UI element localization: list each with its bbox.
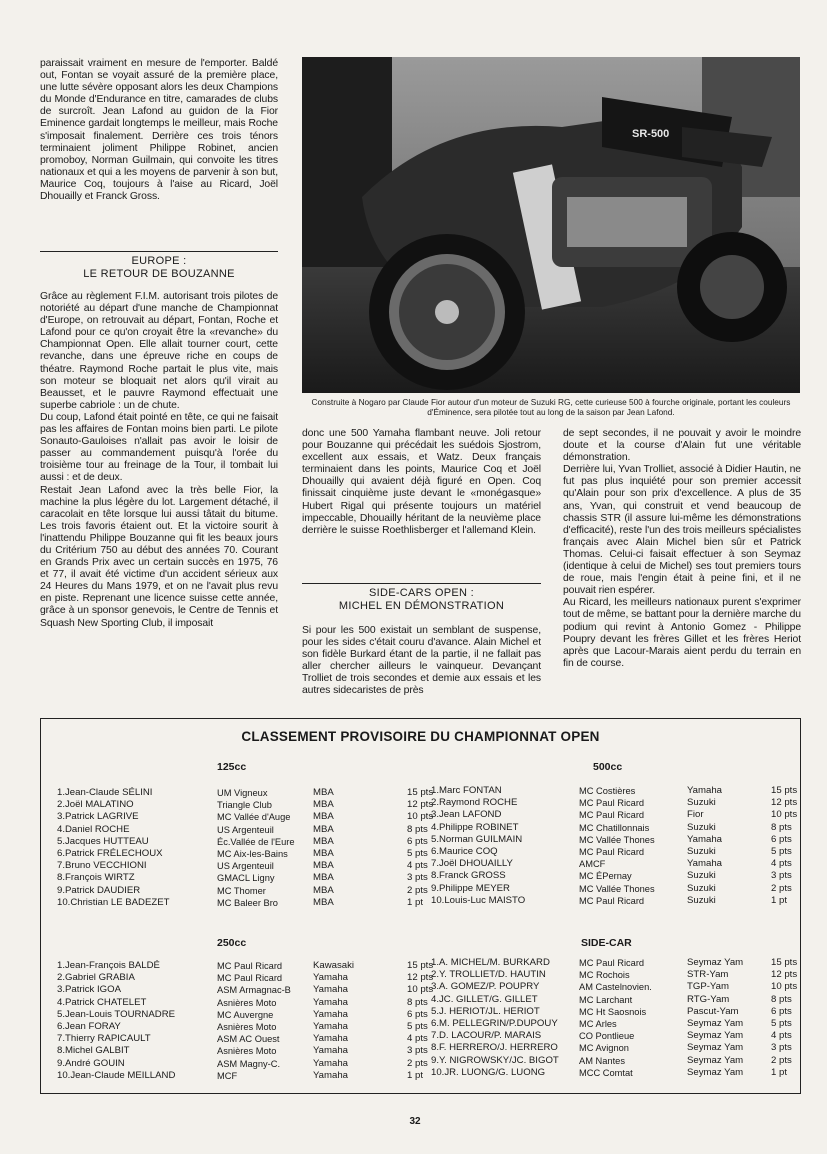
sidecar-heading-line-1: SIDE-CARS OPEN : [368, 587, 475, 599]
middle-paragraph-2: Si pour les 500 existait un semblant de suspense, pour les sides c'était couru d'avance. Alain Michel et son fidèle Burkard étant de la partie, il ne fallait pas aller chercher ailleurs le vainqueur. Devançant Trolliet de trois secondes et demie aux essais et les autres sidecaristes de près [302, 625, 541, 697]
team-name: MC Vallée d'Auge [217, 812, 291, 823]
table-500 [431, 785, 801, 907]
bike-make: Yamaha [313, 972, 349, 984]
results-table-box [40, 718, 801, 1094]
left-paragraph-1: paraissait vraiment en mesure de l'emporter. Baldé out, Fontan se voyait assuré de la première place, une lutte sévère opposant alors les deux Champions du Monde d'Endurance en titre, camarades de clubs de surcroît. Jean Lafond au guidon de la Fior Eminence gardait longtemps le meilleur, mais Roche s'imposait finalement. Derrière ces trois ténors terminaient joliment Philippe Robinet, ancien promoboy, Norman Guilmain, qui convoite les titres nationaux et qui a les moyens de parvenir à son but, Maurice Coq, toujours à l'aise au Ricard, Joël Dhouailly et Franck Gross. [40, 58, 278, 203]
table-row [57, 960, 434, 972]
table-row [57, 1020, 428, 1033]
rider-name: 1.Jean-Claude SÉLINI [57, 787, 153, 798]
table-row [431, 1006, 801, 1018]
table-row [431, 1018, 801, 1030]
rider-name: 9.Patrick DAUDIER [57, 884, 141, 896]
bike-make: Pascut-Yam [687, 1005, 739, 1017]
sidecar-heading-line-2: MICHEL EN DÉMONSTRATION [338, 600, 505, 612]
rider-name: 9.André GOUIN [57, 1057, 125, 1069]
bike-make: Yamaha [687, 858, 723, 870]
points: 2 pts [771, 1054, 792, 1066]
rider-name: 6.Patrick FRÉLECHOUX [57, 847, 163, 859]
team-name: GMACL Ligny [217, 873, 275, 884]
rider-name: 2.Y. TROLLIET/D. HAUTIN [431, 969, 546, 981]
team-name: AM Nantes [579, 1055, 625, 1066]
motorcycle-illustration [302, 57, 800, 393]
points: 12 pts [771, 797, 798, 809]
team-name: MC Rochois [579, 970, 630, 981]
results-title: CLASSEMENT PROVISOIRE DU CHAMPIONNAT OPEN [241, 729, 600, 744]
middle-column-lower [302, 625, 541, 698]
table-row [431, 1067, 801, 1079]
category-125-title: 125cc [217, 761, 247, 773]
team-name: ASM AC Ouest [217, 1034, 280, 1045]
bike-make: MBA [313, 835, 334, 847]
team-name: MC Paul Ricard [217, 961, 283, 971]
table-row [431, 969, 801, 981]
points: 10 pts [771, 981, 798, 993]
table-row [57, 1045, 428, 1057]
points: 3 pts [771, 1042, 792, 1054]
bike-make: TGP-Yam [687, 981, 729, 993]
table-row [57, 984, 434, 996]
bike-make: Yamaha [687, 785, 723, 796]
table-sidecar [431, 957, 801, 1079]
points: 8 pts [407, 823, 428, 835]
bike-make: Seymaz Yam [687, 957, 744, 968]
right-paragraph-1: de sept secondes, il ne pouvait y avoir le moindre doute et la course d'Alain fut une véritable démonstration. [563, 428, 801, 464]
rider-name: 10.Christian LE BADEZET [57, 896, 170, 908]
team-name: MC Chatillonnais [579, 822, 650, 833]
points: 3 pts [407, 1045, 428, 1057]
points: 8 pts [407, 996, 428, 1008]
points: 8 pts [771, 821, 792, 833]
rider-name: 4.Patrick CHATELET [57, 996, 147, 1008]
rider-name: 10.Jean-Claude MEILLAND [57, 1069, 176, 1081]
points: 2 pts [407, 884, 428, 896]
rider-name: 8.F. HERRERO/J. HERRERO [431, 1042, 558, 1054]
table-row [431, 994, 801, 1006]
table-row [57, 1069, 424, 1082]
points: 15 pts [771, 785, 798, 796]
table-row [57, 896, 424, 909]
team-name: MC Paul Ricard [579, 958, 645, 968]
motorcycle-photo [302, 57, 800, 393]
rider-name: 4.JC. GILLET/G. GILLET [431, 993, 538, 1005]
points: 5 pts [771, 1017, 792, 1029]
bike-make: MBA [313, 860, 334, 872]
rider-name: 3.A. GOMEZ/P. POUPRY [431, 981, 540, 993]
bike-make: Suzuki [687, 870, 716, 882]
rider-name: 6.Maurice COQ [431, 845, 498, 857]
bike-make: Seymaz Yam [687, 1066, 744, 1078]
bike-make: Kawasaki [313, 960, 355, 971]
points: 4 pts [771, 1030, 792, 1042]
table-row [431, 834, 801, 846]
rider-name: 6.Jean FORAY [57, 1020, 121, 1032]
rider-name: 1.Jean-François BALDÉ [57, 960, 160, 971]
table-row [57, 996, 428, 1009]
team-name: AM Castelnovien. [579, 982, 652, 993]
bike-make: Suzuki [687, 845, 716, 857]
europe-heading-line-2: LE RETOUR DE BOUZANNE [83, 268, 235, 280]
points: 6 pts [407, 1008, 428, 1020]
left-paragraph-2: Grâce au règlement F.I.M. autorisant trois pilotes de notoriété au départ d'une manche de Championnat d'Europe, on retrouvait au départ, Fontan, Roche et Lafond pour ce qu'on croyait être la «revanche» du Championnat Open. Elle allait tourner court, cette revanche, dans une épreuve riche en coups de théatre. Raymond Roche partait le plus vite, mais son moteur se bloquait net alors qu'il virait au Beausset, et le pauvre Raymond effectuait une superbe cabriole : un de chute. [40, 291, 278, 411]
team-name: Asnières Moto [217, 997, 277, 1008]
bike-make: MBA [313, 847, 334, 859]
team-name: AMCF [579, 859, 606, 870]
points: 1 pt [771, 1066, 788, 1078]
team-name: MC Vallée Thones [579, 834, 655, 845]
points: 2 pts [407, 1057, 428, 1069]
table-row [431, 822, 801, 834]
points: 4 pts [771, 858, 792, 870]
europe-heading-line-1: EUROPE : [131, 255, 187, 267]
table-row [431, 870, 801, 882]
bike-make: Yamaha [687, 833, 723, 845]
table-row [57, 972, 434, 984]
points: 10 pts [771, 809, 798, 821]
left-paragraph-4: Restait Jean Lafond avec la très belle Fior, la machine la plus légère du lot. Largement détaché, il caracolait en tête lorsque lui aussi tâtait du bitume. Les trois favoris étaient out. Et la victoire sourit à l'inattendu Philippe Bouzanne qui fit les beaux jours du Critérium 750 au début des années 70. Courant en Grands Prix avec un certain succès en 1975, 76 et 77, il avait été victime d'un accident sérieux aux 24 Heures du Mans 1979, et on ne l'avait plus revu en piste. Reprenant une licence suisse cette année, grâce à un sponsor genevois, le Centre de Tennis et Squash New Sporting Club, il imposait [40, 484, 278, 629]
table-row [431, 1055, 801, 1067]
table-row [57, 872, 428, 884]
bike-make: Yamaha [313, 1069, 349, 1081]
table-row [431, 846, 801, 858]
points: 15 pts [407, 960, 434, 971]
team-name: MC Baleer Bro [217, 897, 278, 908]
middle-column [302, 428, 541, 537]
table-row [431, 883, 801, 895]
points: 1 pt [407, 1069, 424, 1081]
bike-make: Seymaz Yam [687, 1017, 744, 1029]
points: 5 pts [407, 847, 428, 859]
points: 3 pts [771, 870, 792, 882]
points: 1 pt [407, 896, 424, 908]
page-number: 32 [409, 1116, 421, 1127]
bike-make: Suzuki [687, 882, 716, 894]
team-name: UM Vigneux [217, 788, 268, 798]
team-name: CO Pontlieue [579, 1031, 635, 1042]
bike-make: Yamaha [313, 1057, 349, 1069]
team-name: MC Aix-les-Bains [217, 848, 288, 859]
middle-paragraph-1: donc une 500 Yamaha flambant neuve. Joli retour pour Bouzanne qui précédait les suédois Sjostrom, excellent aux essais, et Watz. Deux français terminaient dans les points, Maurice Coq et Joël Dhouailly qui avaient déjà figuré en Open. Coq finissait cinquième juste devant le «monégasque» Hubert Rigal qui présente toujours un matériel impeccable, Dhouailly héritant de la neuvième place derrière le suisse Roethlisberger et l'allemand Klein. [302, 428, 541, 536]
team-name: MC Arles [579, 1018, 617, 1029]
bike-make: Yamaha [313, 1033, 349, 1045]
rider-name: 9.Y. NIGROWSKY/JC. BIGOT [431, 1054, 559, 1066]
points: 15 pts [407, 787, 434, 798]
table-row [431, 858, 801, 870]
bike-make: MBA [313, 872, 334, 884]
team-name: US Argenteuil [217, 861, 274, 872]
bike-make: Fior [687, 809, 704, 821]
team-name: MC Vallée Thones [579, 883, 655, 894]
points: 12 pts [407, 799, 434, 811]
category-250-title: 250cc [217, 937, 247, 949]
bike-make: MBA [313, 787, 334, 798]
table-125 [57, 787, 434, 909]
rider-name: 5.J. HERIOT/JL. HERIOT [431, 1005, 540, 1017]
team-name: MCF [217, 1070, 238, 1081]
team-name: MC Paul Ricard [579, 846, 645, 857]
rider-name: 9.Philippe MEYER [431, 882, 510, 894]
rider-name: 4.Philippe ROBINET [431, 821, 519, 833]
heading-rule [40, 251, 278, 252]
team-name: MC Ht Saosnois [579, 1006, 647, 1017]
points: 5 pts [771, 845, 792, 857]
bike-make: Yamaha [313, 996, 349, 1008]
rider-name: 5.Jean-Louis TOURNADRE [57, 1008, 176, 1020]
table-row [431, 957, 801, 969]
bike-make: Yamaha [313, 1008, 349, 1020]
points: 12 pts [407, 972, 434, 984]
team-name: MC Paul Ricard [579, 798, 645, 809]
team-name: MCC Comtat [579, 1067, 633, 1078]
team-name: Triangle Club [217, 800, 272, 811]
points: 4 pts [407, 1033, 428, 1045]
table-row [431, 981, 801, 993]
rider-name: 7.Thierry RAPICAULT [57, 1033, 151, 1045]
team-name: Asnières Moto [217, 1021, 277, 1032]
photo-caption: Construite à Nogaro par Claude Fior autour d'un moteur de Suzuki RG, cette curieuse 500 à fourche originale, portant les couleurs d'Éminence, sera pilotée tout au long de la saison par Jean Lafond. [311, 397, 791, 417]
rider-name: 3.Patrick IGOA [57, 984, 121, 996]
table-row [431, 1030, 801, 1042]
rider-name: 4.Daniel ROCHE [57, 823, 130, 835]
svg-text:SR-500: SR-500 [632, 128, 670, 140]
left-column-lower [40, 291, 278, 630]
left-paragraph-3: Du coup, Lafond était pointé en tête, ce qui ne faisait pas les affaires de Fontan moins bien parti. Le pilote Sonauto-Gauloises n'allait pas avoir le loisir de passer au commandement puisqu'à l'orée du troisième tour au freinage de la Tour, il tombait lui aussi : et de deux. [40, 411, 278, 484]
rider-name: 6.M. PELLEGRIN/P.DUPOUY [431, 1017, 558, 1029]
team-name: US Argenteuil [217, 824, 274, 835]
table-row [57, 835, 428, 848]
bike-make: Seymaz Yam [687, 1042, 744, 1054]
team-name: ASM Armagnac-B [217, 985, 291, 996]
points: 3 pts [407, 872, 428, 884]
team-name: MC Auvergne [217, 1009, 274, 1020]
team-name: MC Avignon [579, 1043, 629, 1054]
team-name: MC ÉPernay [579, 871, 632, 882]
right-paragraph-2: Derrière lui, Yvan Trolliet, associé à Didier Hautin, ne fut pas plus inquiété pour son premier accessit qu'Alain pour son prix d'excellence. A plus de 35 ans, Yvan, qui construit et vend beaucoup de chassis STR (il assure lui-même les démonstrations d'efficacité), reste l'un des trois meilleurs spécialistes français avec Alain Michel bien sûr et Patrick Thomas. Celui-ci faisait effectuer à son Seymaz (identique à celui de Michel) ses tout premiers tours de roue, mais l'engin était à peine fini, et il ne pouvait rien espérer. [563, 464, 801, 597]
bike-make: Yamaha [313, 1020, 349, 1032]
rider-name: 2.Joël MALATINO [57, 799, 134, 811]
left-column [40, 58, 278, 203]
sidecar-heading [302, 583, 541, 613]
team-name: MC Paul Ricard [217, 973, 283, 984]
table-row [57, 1057, 428, 1070]
bike-make: MBA [313, 799, 334, 811]
team-name: Éc.Vallée de l'Eure [217, 836, 295, 847]
rider-name: 8.Franck GROSS [431, 870, 506, 882]
points: 15 pts [771, 957, 798, 968]
table-row [431, 797, 801, 809]
team-name: ASM Magny-C. [217, 1058, 281, 1069]
table-row [431, 809, 801, 821]
table-row [57, 799, 434, 811]
points: 1 pt [771, 894, 788, 906]
right-paragraph-3: Au Ricard, les meilleurs nationaux purent s'exprimer tout de même, se battant pour la dernière marche du podium qui revint à Antonio Gomez - Philippe Poupry devant les frères Gillet et les frères Heriot après que Lacour-Marais aient perdu du terrain en fin de course. [563, 597, 801, 669]
bike-make: Suzuki [687, 894, 716, 906]
rider-name: 1.A. MICHEL/M. BURKARD [431, 957, 550, 968]
points: 10 pts [407, 811, 434, 823]
table-row [57, 823, 428, 836]
category-500-title: 500cc [593, 761, 623, 773]
rider-name: 10.Louis-Luc MAISTO [431, 894, 526, 906]
bike-make: MBA [313, 823, 334, 835]
table-row [57, 847, 428, 860]
table-row [431, 785, 801, 797]
team-name: MC Paul Ricard [579, 895, 645, 906]
points: 6 pts [407, 835, 428, 847]
points: 4 pts [407, 860, 428, 872]
table-row [57, 1008, 428, 1021]
rider-name: 3.Patrick LAGRIVE [57, 811, 139, 823]
table-row [431, 1042, 801, 1054]
bike-make: MBA [313, 896, 334, 908]
rider-name: 1.Marc FONTAN [431, 785, 502, 796]
table-row [57, 787, 434, 799]
table-250 [57, 960, 434, 1082]
europe-heading [40, 251, 278, 281]
points: 2 pts [771, 882, 792, 894]
category-sidecar-title: SIDE-CAR [581, 937, 632, 949]
bike-make: RTG-Yam [687, 993, 730, 1005]
bike-make: Suzuki [687, 821, 716, 833]
rider-name: 2.Raymond ROCHE [431, 797, 518, 809]
bike-make: Seymaz Yam [687, 1030, 744, 1042]
rider-name: 7.D. LACOUR/P. MARAIS [431, 1030, 542, 1042]
bike-make: MBA [313, 811, 334, 823]
rider-name: 5.Jacques HUTTEAU [57, 835, 149, 847]
rider-name: 10.JR. LUONG/G. LUONG [431, 1066, 546, 1078]
team-name: MC Costières [579, 786, 636, 796]
team-name: MC Paul Ricard [579, 810, 645, 821]
bike-make: Yamaha [313, 1045, 349, 1057]
rider-name: 7.Joël DHOUAILLY [431, 858, 513, 870]
bike-make: Seymaz Yam [687, 1054, 744, 1066]
team-name: MC Larchant [579, 994, 633, 1005]
bike-make: MBA [313, 884, 334, 896]
table-row [57, 860, 428, 872]
table-row [57, 884, 428, 897]
rider-name: 8.François WIRTZ [57, 872, 135, 884]
table-row [431, 895, 801, 907]
bike-make: Suzuki [687, 797, 716, 809]
bike-make: Yamaha [313, 984, 349, 996]
table-row [57, 1033, 428, 1045]
points: 12 pts [771, 969, 798, 981]
rider-name: 2.Gabriel GRABIA [57, 972, 135, 984]
points: 6 pts [771, 1005, 792, 1017]
points: 8 pts [771, 993, 792, 1005]
rider-name: 5.Norman GUILMAIN [431, 833, 523, 845]
team-name: MC Thomer [217, 885, 266, 896]
team-name: Asnières Moto [217, 1046, 277, 1057]
table-row [57, 811, 434, 823]
heading-rule [302, 583, 541, 584]
points: 5 pts [407, 1020, 428, 1032]
rider-name: 7.Bruno VECCHIONI [57, 860, 147, 872]
rider-name: 8.Michel GALBIT [57, 1045, 130, 1057]
bike-make: STR-Yam [687, 969, 729, 981]
rider-name: 3.Jean LAFOND [431, 809, 502, 821]
points: 10 pts [407, 984, 434, 996]
right-column [563, 428, 801, 670]
points: 6 pts [771, 833, 792, 845]
